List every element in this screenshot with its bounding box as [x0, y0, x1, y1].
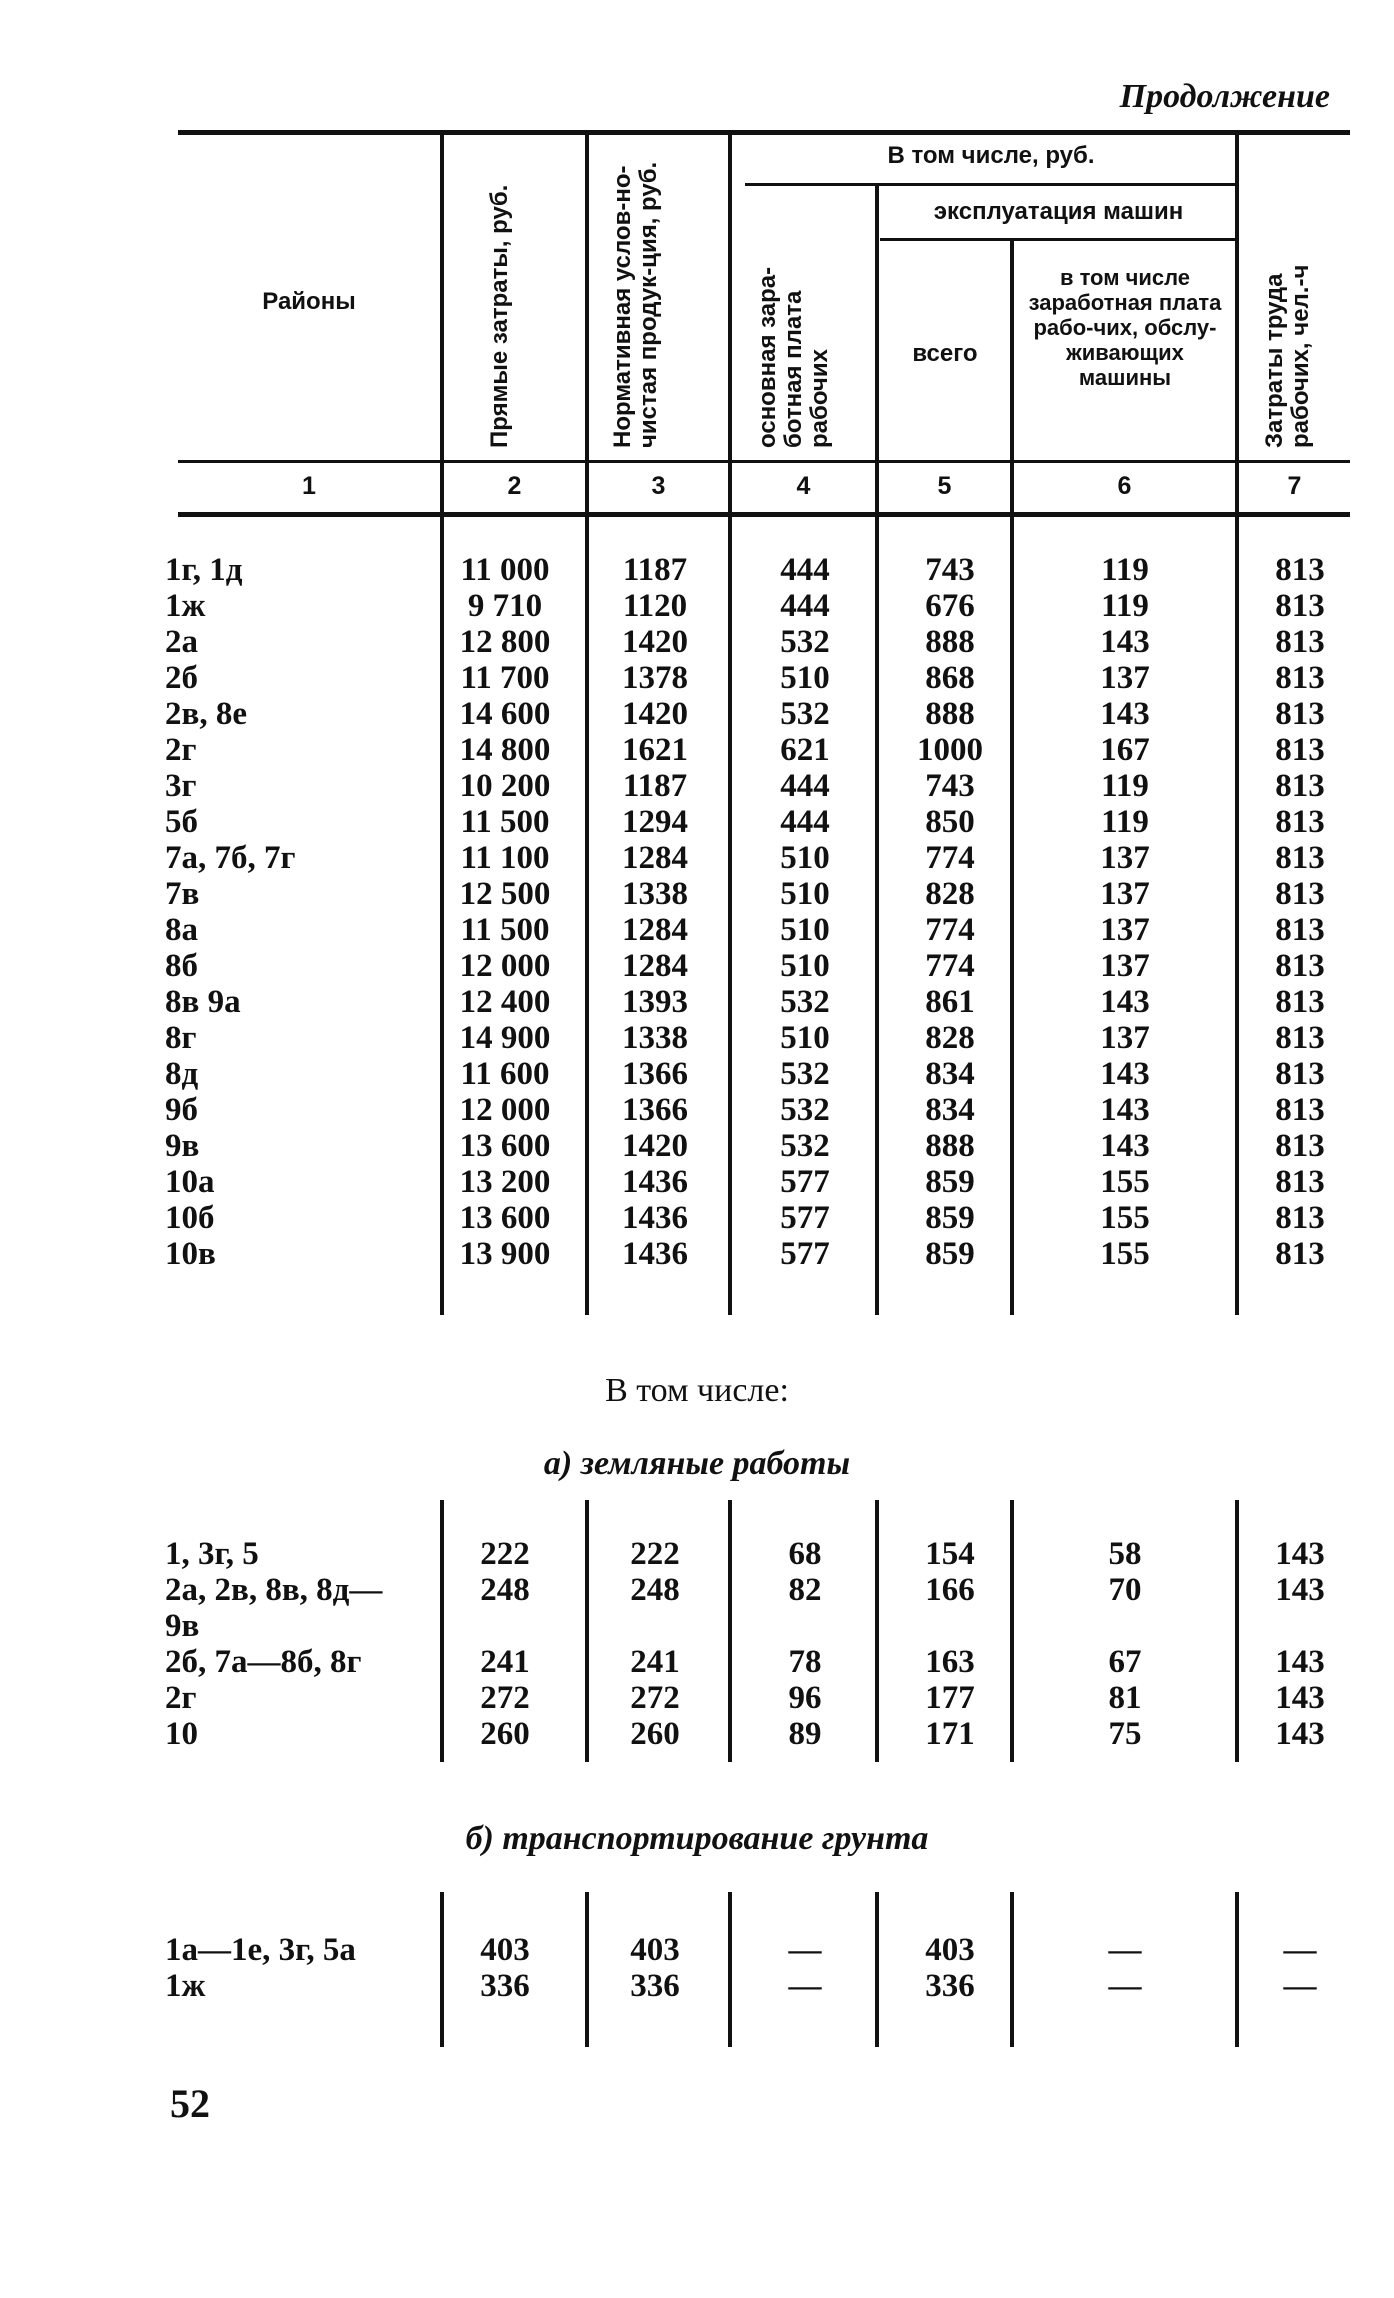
- cell-machine-operator-wages: 143: [1100, 696, 1150, 732]
- cell-direct-costs: 13 200: [459, 1164, 551, 1200]
- row-district: 2б: [165, 660, 198, 696]
- table-row: [0, 624, 1394, 660]
- cell-labor-hours: 143: [1275, 1644, 1325, 1680]
- table-row: [0, 1536, 1394, 1572]
- section-b-title: б) транспортирование грунта: [465, 1820, 929, 1857]
- cell-machines-total: 888: [925, 1128, 975, 1164]
- row-district: 1г, 1д: [165, 552, 243, 588]
- table-row: [0, 912, 1394, 948]
- group-rule: [745, 183, 1237, 186]
- cell-machine-operator-wages: 137: [1100, 840, 1150, 876]
- cell-labor-hours: 813: [1275, 588, 1325, 624]
- table-row: [0, 840, 1394, 876]
- cell-direct-costs: 12 400: [459, 984, 551, 1020]
- including-title: В том числе:: [605, 1372, 789, 1409]
- table-row: [0, 552, 1394, 588]
- cell-direct-costs: 14 600: [459, 696, 551, 732]
- cell-normative-output: 1366: [622, 1056, 688, 1092]
- cell-machines-total: 163: [925, 1644, 975, 1680]
- cell-machines-total: 888: [925, 696, 975, 732]
- cell-labor-hours: 813: [1275, 1200, 1325, 1236]
- cell-machine-operator-wages: 137: [1100, 660, 1150, 696]
- cell-normative-output: 1621: [622, 732, 688, 768]
- cell-machine-operator-wages: 137: [1100, 1020, 1150, 1056]
- cell-machine-operator-wages: 119: [1101, 768, 1149, 804]
- cell-direct-costs: 248: [480, 1572, 530, 1608]
- cell-machines-total: 171: [925, 1716, 975, 1752]
- row-district: 2а: [165, 624, 198, 660]
- row-district: 8б: [165, 948, 198, 984]
- cell-direct-costs: 12 000: [459, 1092, 551, 1128]
- cell-machine-operator-wages: 155: [1100, 1164, 1150, 1200]
- cell-normative-output: 1436: [622, 1236, 688, 1272]
- row-district: 7а, 7б, 7г: [165, 840, 296, 876]
- cell-direct-costs: 11 100: [460, 840, 550, 876]
- cell-normative-output: 1393: [622, 984, 688, 1020]
- cell-direct-costs: 222: [480, 1536, 530, 1572]
- cell-machines-total: 834: [925, 1092, 975, 1128]
- cell-base-wages: 532: [780, 624, 830, 660]
- cell-base-wages: 510: [780, 1020, 830, 1056]
- cell-normative-output: 1284: [622, 840, 688, 876]
- cell-direct-costs: 336: [480, 1968, 530, 2004]
- table-row: [0, 1968, 1394, 2004]
- cell-normative-output: 260: [630, 1716, 680, 1752]
- cell-machine-operator-wages: 143: [1100, 624, 1150, 660]
- cell-direct-costs: 14 800: [459, 732, 551, 768]
- cell-direct-costs: 12 000: [459, 948, 551, 984]
- cell-base-wages: 577: [780, 1236, 830, 1272]
- cell-machines-total: 861: [925, 984, 975, 1020]
- continuation-label: Продолжение: [1119, 78, 1330, 115]
- subgroup-rule: [880, 238, 1237, 241]
- table-row: [0, 732, 1394, 768]
- cell-machines-total: 868: [925, 660, 975, 696]
- cell-base-wages: 510: [780, 840, 830, 876]
- col-number-7: 7: [1287, 472, 1302, 500]
- cell-machine-operator-wages: 70: [1108, 1572, 1142, 1608]
- table-row: [0, 1020, 1394, 1056]
- cell-machine-operator-wages: —: [1108, 1932, 1142, 1968]
- header-col3: Нормативная услов-но-чистая продук-ция, руб.: [609, 161, 662, 448]
- cell-normative-output: 1378: [622, 660, 688, 696]
- cell-normative-output: 1420: [622, 624, 688, 660]
- cell-direct-costs: 11 500: [460, 912, 550, 948]
- cell-direct-costs: 9 710: [467, 588, 543, 624]
- cell-base-wages: 532: [780, 1092, 830, 1128]
- header-col1: Районы: [262, 288, 356, 315]
- cell-machine-operator-wages: 119: [1101, 804, 1149, 840]
- row-district: 8а: [165, 912, 198, 948]
- cell-normative-output: 1284: [622, 948, 688, 984]
- cell-base-wages: 96: [788, 1680, 822, 1716]
- cell-labor-hours: 143: [1275, 1572, 1325, 1608]
- cell-base-wages: 532: [780, 1056, 830, 1092]
- cell-direct-costs: 13 900: [459, 1236, 551, 1272]
- table-row: [0, 1056, 1394, 1092]
- cell-direct-costs: 403: [480, 1932, 530, 1968]
- row-district: 1ж: [165, 1968, 206, 2004]
- cell-base-wages: 510: [780, 660, 830, 696]
- table-row: [0, 1572, 1394, 1608]
- cell-machine-operator-wages: 67: [1108, 1644, 1142, 1680]
- cell-base-wages: 621: [780, 732, 830, 768]
- cell-direct-costs: 10 200: [459, 768, 551, 804]
- cell-machines-total: 774: [925, 948, 975, 984]
- row-district: 2г: [165, 732, 197, 768]
- table-row: [0, 1092, 1394, 1128]
- cell-labor-hours: 143: [1275, 1716, 1325, 1752]
- cell-base-wages: 510: [780, 948, 830, 984]
- cell-machine-operator-wages: 119: [1101, 588, 1149, 624]
- table-row: [0, 696, 1394, 732]
- cell-machines-total: 828: [925, 876, 975, 912]
- table-row: [0, 804, 1394, 840]
- cell-machine-operator-wages: 143: [1100, 984, 1150, 1020]
- cell-machines-total: 774: [925, 912, 975, 948]
- cell-normative-output: 1366: [622, 1092, 688, 1128]
- row-district: 8д: [165, 1056, 199, 1092]
- cell-machines-total: 859: [925, 1164, 975, 1200]
- header-col6: в том числе заработная плата рабо-чих, обслу-живающих машины: [1028, 265, 1222, 390]
- cell-direct-costs: 12 500: [459, 876, 551, 912]
- cell-base-wages: 444: [780, 804, 830, 840]
- header-bottom-rule: [178, 460, 1350, 463]
- cell-base-wages: 577: [780, 1200, 830, 1236]
- cell-direct-costs: 272: [480, 1680, 530, 1716]
- header-col5: всего: [912, 340, 978, 367]
- cell-normative-output: 1187: [622, 768, 688, 804]
- cell-machine-operator-wages: 58: [1108, 1536, 1142, 1572]
- table-row: [0, 1680, 1394, 1716]
- cell-machine-operator-wages: 143: [1100, 1092, 1150, 1128]
- cell-base-wages: 78: [788, 1644, 822, 1680]
- col-number-1: 1: [302, 472, 316, 500]
- cell-labor-hours: 813: [1275, 660, 1325, 696]
- page-number: 52: [170, 2081, 210, 2126]
- cell-base-wages: 532: [780, 984, 830, 1020]
- table-row: [0, 588, 1394, 624]
- cell-machine-operator-wages: 81: [1108, 1680, 1142, 1716]
- cell-labor-hours: 813: [1275, 984, 1325, 1020]
- col-number-5: 5: [937, 472, 952, 500]
- row-district: 3г: [165, 768, 197, 804]
- row-district: 5б: [165, 804, 198, 840]
- row-district-continued: 9в: [165, 1608, 200, 1644]
- cell-machine-operator-wages: 119: [1101, 552, 1149, 588]
- cell-labor-hours: 813: [1275, 1056, 1325, 1092]
- cell-labor-hours: 813: [1275, 1092, 1325, 1128]
- cell-normative-output: 1436: [622, 1200, 688, 1236]
- cell-labor-hours: —: [1283, 1932, 1317, 1968]
- header-group: В том числе, руб.: [887, 142, 1095, 169]
- cell-base-wages: 510: [780, 912, 830, 948]
- cell-normative-output: 1420: [622, 696, 688, 732]
- row-district: 2в, 8е: [165, 696, 247, 732]
- row-district: 2б, 7а—8б, 8г: [165, 1644, 362, 1680]
- cell-base-wages: 82: [788, 1572, 822, 1608]
- cell-labor-hours: 813: [1275, 948, 1325, 984]
- cell-machine-operator-wages: 137: [1100, 948, 1150, 984]
- cell-machines-total: 828: [925, 1020, 975, 1056]
- cell-machines-total: 676: [925, 588, 975, 624]
- cell-direct-costs: 12 800: [459, 624, 551, 660]
- header-col2: Прямые затраты, руб.: [486, 184, 513, 448]
- table-row: [0, 1644, 1394, 1680]
- header-col7: Затраты труда рабочих, чел.-ч: [1261, 264, 1314, 448]
- col-number-6: 6: [1117, 472, 1132, 500]
- table-row: [0, 1932, 1394, 1968]
- row-district: 10в: [165, 1236, 216, 1272]
- cell-labor-hours: 813: [1275, 1164, 1325, 1200]
- cell-direct-costs: 11 700: [460, 660, 550, 696]
- col-number-2: 2: [507, 472, 522, 500]
- cell-labor-hours: 813: [1275, 876, 1325, 912]
- cell-machines-total: 1000: [917, 732, 983, 768]
- cell-normative-output: 241: [630, 1644, 680, 1680]
- cell-labor-hours: 813: [1275, 1128, 1325, 1164]
- cell-labor-hours: —: [1283, 1968, 1317, 2004]
- table-row: [0, 1716, 1394, 1752]
- col-number-4: 4: [796, 472, 811, 500]
- cell-labor-hours: 813: [1275, 1236, 1325, 1272]
- row-district: 8в 9а: [165, 984, 241, 1020]
- cell-direct-costs: 11 500: [460, 804, 550, 840]
- cell-base-wages: 577: [780, 1164, 830, 1200]
- row-district: 8г: [165, 1020, 197, 1056]
- cell-machine-operator-wages: 167: [1100, 732, 1150, 768]
- table-row: [0, 660, 1394, 696]
- section-a-title: а) земляные работы: [543, 1445, 851, 1482]
- cell-labor-hours: 813: [1275, 1020, 1325, 1056]
- cell-base-wages: —: [788, 1968, 822, 2004]
- row-district: 1, 3г, 5: [165, 1536, 259, 1572]
- cell-machines-total: 859: [925, 1200, 975, 1236]
- cell-direct-costs: 11 000: [460, 552, 550, 588]
- header-subgroup: эксплуатация машин: [933, 198, 1184, 225]
- cell-normative-output: 1420: [622, 1128, 688, 1164]
- cell-base-wages: 444: [780, 768, 830, 804]
- cell-normative-output: 336: [630, 1968, 680, 2004]
- cell-machine-operator-wages: 75: [1108, 1716, 1142, 1752]
- cell-base-wages: 444: [780, 552, 830, 588]
- cell-base-wages: 532: [780, 1128, 830, 1164]
- cell-machines-total: 743: [925, 768, 975, 804]
- col-number-3: 3: [651, 472, 666, 500]
- table-row: [0, 1164, 1394, 1200]
- cell-direct-costs: 13 600: [459, 1200, 551, 1236]
- cell-machines-total: 834: [925, 1056, 975, 1092]
- cell-machines-total: 177: [925, 1680, 975, 1716]
- cell-normative-output: 1338: [622, 876, 688, 912]
- cell-labor-hours: 813: [1275, 912, 1325, 948]
- cell-machines-total: 774: [925, 840, 975, 876]
- cell-labor-hours: 143: [1275, 1680, 1325, 1716]
- cell-machines-total: 166: [925, 1572, 975, 1608]
- header-col4: основная зара-ботная плата рабочих: [754, 266, 833, 448]
- cell-base-wages: 510: [780, 876, 830, 912]
- table-row: [0, 1128, 1394, 1164]
- cell-labor-hours: 813: [1275, 804, 1325, 840]
- cell-machine-operator-wages: 155: [1100, 1200, 1150, 1236]
- cell-machine-operator-wages: 137: [1100, 876, 1150, 912]
- row-district: 10: [165, 1716, 198, 1752]
- cell-normative-output: 1338: [622, 1020, 688, 1056]
- table-row: [0, 768, 1394, 804]
- row-district: 9в: [165, 1128, 200, 1164]
- cell-labor-hours: 813: [1275, 552, 1325, 588]
- cell-machines-total: 859: [925, 1236, 975, 1272]
- cell-normative-output: 1284: [622, 912, 688, 948]
- cell-machine-operator-wages: —: [1108, 1968, 1142, 2004]
- numbers-rule: [178, 512, 1350, 517]
- row-district: 1а—1е, 3г, 5а: [165, 1932, 356, 1968]
- cell-machines-total: 743: [925, 552, 975, 588]
- cell-base-wages: 444: [780, 588, 830, 624]
- table-row: [0, 1236, 1394, 1272]
- cell-normative-output: 1120: [622, 588, 688, 624]
- cell-labor-hours: 143: [1275, 1536, 1325, 1572]
- cell-normative-output: 1294: [622, 804, 688, 840]
- cell-normative-output: 1436: [622, 1164, 688, 1200]
- cell-machine-operator-wages: 143: [1100, 1056, 1150, 1092]
- table-row: [0, 1200, 1394, 1236]
- cell-normative-output: 1187: [622, 552, 688, 588]
- cell-direct-costs: 260: [480, 1716, 530, 1752]
- cell-base-wages: 532: [780, 696, 830, 732]
- cell-normative-output: 248: [630, 1572, 680, 1608]
- cell-machine-operator-wages: 137: [1100, 912, 1150, 948]
- cell-labor-hours: 813: [1275, 696, 1325, 732]
- row-district: 9б: [165, 1092, 198, 1128]
- table-row: [0, 984, 1394, 1020]
- row-district: 7в: [165, 876, 200, 912]
- cell-direct-costs: 14 900: [459, 1020, 551, 1056]
- row-district: 10б: [165, 1200, 215, 1236]
- table-row: [0, 876, 1394, 912]
- cell-normative-output: 222: [630, 1536, 680, 1572]
- cell-direct-costs: 11 600: [460, 1056, 550, 1092]
- row-district: 10а: [165, 1164, 215, 1200]
- cell-normative-output: 272: [630, 1680, 680, 1716]
- cell-labor-hours: 813: [1275, 768, 1325, 804]
- cell-labor-hours: 813: [1275, 840, 1325, 876]
- row-district: 2г: [165, 1680, 197, 1716]
- cell-machines-total: 850: [925, 804, 975, 840]
- cell-machine-operator-wages: 155: [1100, 1236, 1150, 1272]
- cell-direct-costs: 13 600: [459, 1128, 551, 1164]
- cell-machines-total: 336: [925, 1968, 975, 2004]
- row-district: 2а, 2в, 8в, 8д—: [165, 1572, 383, 1608]
- cell-machines-total: 888: [925, 624, 975, 660]
- cell-normative-output: 403: [630, 1932, 680, 1968]
- cell-base-wages: 89: [788, 1716, 822, 1752]
- cell-labor-hours: 813: [1275, 732, 1325, 768]
- table-row: [0, 948, 1394, 984]
- table-row-continuation: [0, 1608, 1394, 1644]
- cell-labor-hours: 813: [1275, 624, 1325, 660]
- cell-machines-total: 403: [925, 1932, 975, 1968]
- cell-direct-costs: 241: [480, 1644, 530, 1680]
- cell-base-wages: 68: [788, 1536, 822, 1572]
- header-top-rule: [178, 130, 1350, 135]
- cell-machine-operator-wages: 143: [1100, 1128, 1150, 1164]
- row-district: 1ж: [165, 588, 206, 624]
- cell-machines-total: 154: [925, 1536, 975, 1572]
- cell-base-wages: —: [788, 1932, 822, 1968]
